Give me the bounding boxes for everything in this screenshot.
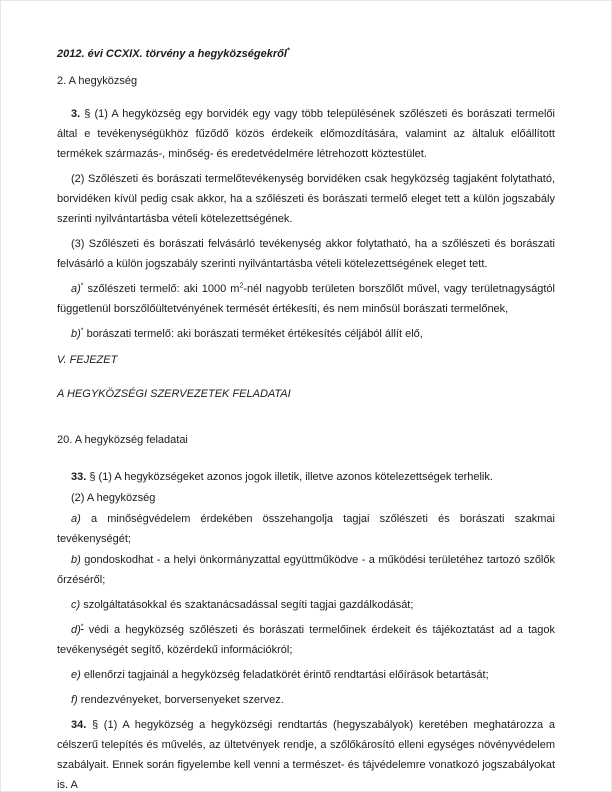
text-run: b) [71, 554, 81, 566]
text-run: 33. [71, 471, 87, 483]
numbered-heading-20 [57, 430, 555, 450]
superscript-marker: * [80, 282, 84, 290]
text-run: védi a hegyközség szőlészeti és borászati termelőinek érdekeit és tájékoztatást ad a tagok tevékenységét segítő, közérdekű információkról; [57, 624, 555, 656]
text-run: a minőségvédelem érdekében összehangolja tagjai szőlészeti és borászati szakmai tevékenységét; [57, 513, 555, 545]
text-run: A HEGYKÖZSÉGI SZERVEZETEK FELADATAI [57, 388, 291, 400]
text-run: szolgáltatásokkal és szaktanácsadással segíti tagjai gazdálkodását; [80, 599, 414, 611]
para-3-1 [57, 104, 555, 164]
text-run: d) [71, 624, 81, 636]
para-3-2 [57, 169, 555, 229]
section-heading-2 [57, 71, 555, 91]
para-33-1 [57, 467, 555, 487]
text-run: borászati termelő: aki borászati terméket értékesítés céljából állít elő, [83, 328, 423, 340]
text-run: 3. [71, 108, 81, 120]
para-33-2 [57, 488, 555, 508]
list-item-e [57, 665, 555, 685]
para-3-3 [57, 234, 555, 274]
text-run: § (1) A hegyközség egy borvidék egy vagy több településének szőlészeti és borászati termelői által e tevékenységükhöz fűződő közös érdekeik előmozdítására, valamint az általuk előállított termékek származás-, minőség- és eredetvédelmére létrehozott köztestület. [57, 108, 555, 160]
list-item-a [57, 509, 555, 549]
text-run: (3) Szőlészeti és borászati felvásárló tevékenység akkor folytatható, ha a szőlészeti és borászati felvásárló a külön jogszabály szerinti nyilvántartásba vételi kötelezettségének eleget tett. [57, 238, 555, 270]
text-run: a) [71, 513, 81, 525]
list-item-d [57, 620, 555, 660]
definition-a [57, 279, 555, 319]
superscript-marker: * [80, 623, 84, 631]
text-run: ellenőrzi tagjainál a hegyközség feladatkörét érintő rendtartási előírások betartását; [80, 669, 489, 681]
text-run: 20. A hegyközség feladatai [57, 434, 188, 446]
text-run: rendezvényeket, borversenyeket szervez. [77, 694, 284, 706]
list-item-c [57, 595, 555, 615]
chapter-title-heading [57, 384, 555, 404]
para-34-1 [57, 715, 555, 792]
text-run: a) [71, 283, 81, 295]
text-run: 2. A hegyközség [57, 75, 138, 87]
text-run: szőlészeti termelő: aki 1000 m [83, 283, 240, 295]
text-run: § (1) A hegyközség a hegyközségi rendtartás (hegyszabályok) keretében meghatározza a célszerű telepítés és művelés, az ültetvények rendje, a szőlőkárosító elleni egységes növényvédelem szabályait. Ennek során figyelembe kell venni a természet- és tájvédelemre vonatkozó jogszabályokat is. A [57, 719, 555, 791]
text-run: § (1) A hegyközségeket azonos jogok illetik, illetve azonos kötelezettségek terhelik. [86, 471, 493, 483]
superscript-marker: * [286, 47, 290, 55]
superscript-marker: 2 [239, 282, 244, 290]
text-run: gondoskodhat - a helyi önkormányzattal együttműködve - a működési területéhez tartozó szőlők őrzéséről; [57, 554, 555, 586]
text-run: 2012. évi CCXIX. törvény a hegyközségekről [57, 48, 287, 60]
text-run: f) [71, 694, 78, 706]
text-run: (2) A hegyközség [71, 492, 156, 504]
chapter-number-heading [57, 350, 555, 370]
text-run: -nél nagyobb területen borszőlőt művel, vagy területnagyságtól függetlenül borszőlőültetvényének termését értékesíti, és nem minősül borászati termelőnek, [57, 283, 555, 315]
text-run: c) [71, 599, 81, 611]
text-run: V. FEJEZET [57, 354, 118, 366]
text-run: (2) Szőlészeti és borászati termelőtevékenység borvidéken csak hegyközség tagjaként folytatható, borvidéken kívül pedig csak akkor, ha a szőlészeti és borászati termelő eleget tett a külön jogszabály szerinti nyilvántartásba vételi kötelezettségének. [57, 173, 555, 225]
list-item-f [57, 690, 555, 710]
text-run: b) [71, 328, 81, 340]
text-run: 34. [71, 719, 87, 731]
superscript-marker: * [80, 327, 84, 335]
list-item-b [57, 550, 555, 590]
definition-b [57, 324, 555, 344]
doc-title [57, 44, 555, 64]
text-run: e) [71, 669, 81, 681]
